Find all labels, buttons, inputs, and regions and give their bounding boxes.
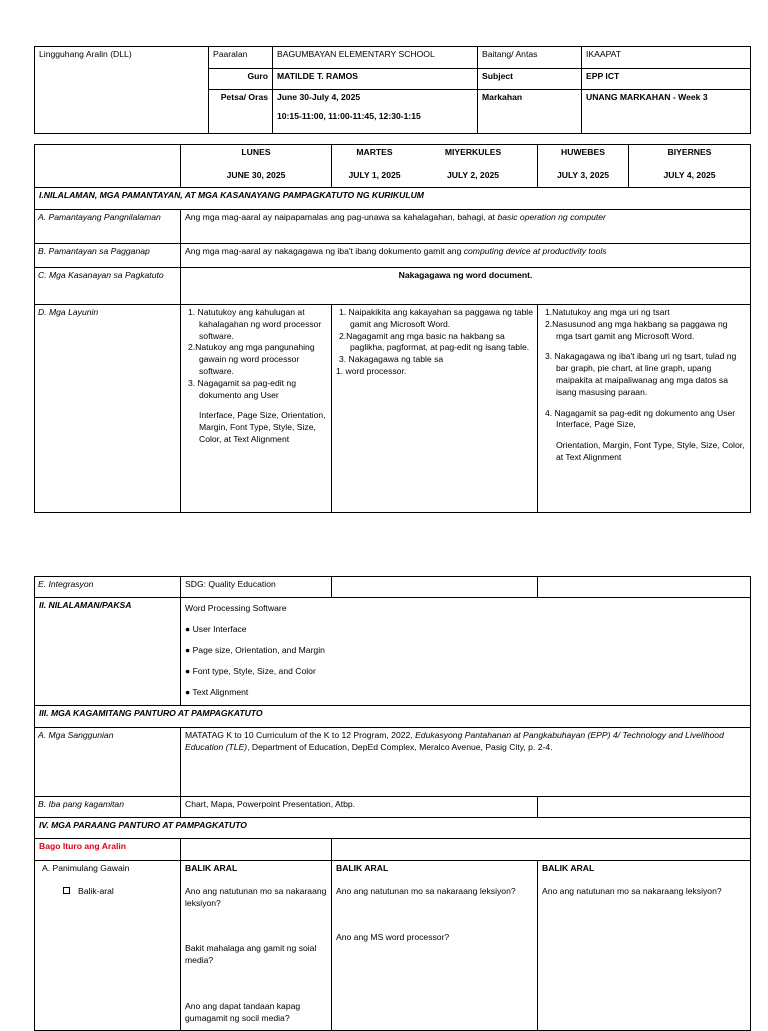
baitang-value: IKAAPAT <box>582 47 751 69</box>
layunin-item: 1. Natutukoy ang kahulugan at kahalagahan ng word processor software. <box>188 307 322 341</box>
balik-aral-col-1 <box>181 861 332 1031</box>
balik-aral-question: Ano ang dapat tandaan kapag gumagamit ng socil media? <box>185 1000 301 1023</box>
balik-aral-col-3 <box>538 861 751 1031</box>
pamantayang-text-main: Ang mga mag-aaral ay naipapamalas ang pag-unawa sa kahalagahan, bahagi, at <box>185 212 498 222</box>
bago-ituro-label: Bago Ituro ang Aralin <box>35 839 181 861</box>
guro-label: Guro <box>209 69 273 90</box>
section-2-title: II. NILALAMAN/PAKSA <box>35 598 181 706</box>
main-table-2 <box>34 576 751 1031</box>
balik-aral-question: Ano ang natutunan mo sa nakaraang leksiyon? <box>336 885 516 896</box>
section-3-title: III. MGA KAGAMITANG PANTURO AT PAMPAGKATUTO <box>35 706 751 728</box>
nilalaman-bullet: ● Text Alignment <box>185 687 249 697</box>
sanggunian-text-1: MATATAG K to 10 Curriculum of the K to 12 Program, 2022, <box>185 730 416 740</box>
balik-aral-heading: BALIK ARAL <box>185 863 238 873</box>
day-col-5 <box>629 145 751 188</box>
day-date: JULY 2, 2025 <box>446 169 500 180</box>
layunin-item: 2.Nasusunod ang mga hakbang sa paggawa ng mga tsart gamit ang Microsoft Word. <box>545 318 728 341</box>
kasanayan-label: C. Mga Kasanayan sa Pagkatuto <box>35 268 181 305</box>
layunin-item: Interface, Page Size, Orientation, Margin, Font Type, Style, Size, Color, at Text Alignment <box>199 410 326 444</box>
kasanayan-text: Nakagagawa ng word document. <box>181 268 751 305</box>
sanggunian-label: A. Mga Sanggunian <box>35 728 181 797</box>
petsa-cell <box>273 90 478 134</box>
subject-value: EPP ICT <box>582 69 751 90</box>
pagganap-text <box>181 244 751 268</box>
oras-value: 10:15-11:00, 11:00-11:45, 12:30-1:15 <box>277 110 421 121</box>
day-name: MARTES <box>356 147 393 157</box>
corner-cell <box>35 145 181 188</box>
kagamitan-text: Chart, Mapa, Powerpoint Presentation, Atbp. <box>181 797 538 818</box>
day-col-1 <box>181 145 332 188</box>
pamantayang-text <box>181 210 751 244</box>
balik-aral-col-2 <box>332 861 538 1031</box>
day-name: BIYERNES <box>667 147 712 157</box>
layunin-col-2 <box>332 305 538 513</box>
layunin-col-1 <box>181 305 332 513</box>
day-col-4 <box>538 145 629 188</box>
petsa-label: Petsa/ Oras <box>209 90 273 134</box>
day-date: JULY 4, 2025 <box>663 169 716 180</box>
layunin-label: D. Mga Layunin <box>35 305 181 513</box>
section-4-title: IV. MGA PARAANG PANTURO AT PAMPAGKATUTO <box>35 818 751 839</box>
layunin-item: 2.Nagagamit ang mga basic na hakbang sa paglikha, pagformat, at pag-edit ng isang table. <box>339 330 530 353</box>
empty-cell <box>538 797 751 818</box>
empty-cell <box>538 577 751 598</box>
day-name: HUWEBES <box>561 147 605 157</box>
sanggunian-text-2: Edukasyong Pantahanan at Pangkabuhayan (EPP) 4/ Technology and Livelihood Education (TLE) <box>185 730 724 752</box>
nilalaman-bullet: ● User Interface <box>185 624 247 634</box>
paaralan-label: Paaralan <box>209 47 273 69</box>
layunin-item: 3. Nagagamit sa pag-edit ng dokumento ang User <box>188 377 296 400</box>
layunin-item: 2.Natukoy ang mga pangunahing gawain ng word processor software. <box>188 342 315 376</box>
panimulang-gawain-label: A. Panimulang Gawain <box>42 863 130 873</box>
pamantayang-text-italic: basic operation ng computer <box>497 212 606 222</box>
dll-label: Lingguhang Aralin (DLL) <box>35 47 209 134</box>
layunin-item: 3. Nakagagawa ng table sa <box>339 354 444 365</box>
balik-aral-heading: BALIK ARAL <box>542 863 595 873</box>
main-table-1 <box>34 144 751 513</box>
layunin-item: 1. word processor. <box>336 365 407 376</box>
section-1-title: I.NILALAMAN, MGA PAMANTAYAN, AT MGA KASANAYANG PAMPAGKATUTO NG KURIKULUM <box>35 188 751 210</box>
layunin-item: 4. Nagagamit sa pag-edit ng dokumento ang User Interface, Page Size, <box>545 407 736 430</box>
layunin-item: 1.Natutukoy ang mga uri ng tsart <box>545 307 670 317</box>
kagamitan-label: B. Iba pang kagamitan <box>35 797 181 818</box>
baitang-label: Baitang/ Antas <box>478 47 582 69</box>
day-date: JULY 1, 2025 <box>348 169 401 180</box>
balik-aral-heading: BALIK ARAL <box>336 863 389 873</box>
balik-aral-question: Ano ang natutunan mo sa nakaraang leksiyon? <box>542 885 722 896</box>
pagganap-label: B. Pamantayan sa Pagganap <box>35 244 181 268</box>
petsa-value: June 30-July 4, 2025 <box>277 92 361 102</box>
layunin-col-3 <box>538 305 751 513</box>
sanggunian-text-3: , Department of Education, DepEd Complex, Meralco Avenue, Pasig City, p. 2-4. <box>247 741 553 752</box>
empty-cell <box>332 577 538 598</box>
guro-value: MATILDE T. RAMOS <box>273 69 478 90</box>
day-name: MIYERKULES <box>444 147 502 157</box>
nilalaman-topic: Word Processing Software <box>185 603 287 613</box>
balik-aral-sub-label: Balik-aral <box>78 885 114 896</box>
nilalaman-bullet: ● Page size, Orientation, and Margin <box>185 645 325 655</box>
pagganap-text-main: Ang mga mag-aaral ay nakagagawa ng iba't ibang dokumento gamit ang <box>185 246 464 256</box>
day-date: JUNE 30, 2025 <box>226 169 286 180</box>
layunin-item: 3. Nakagagawa ng iba't ibang uri ng tsart, tulad ng bar graph, pie chart, at line graph, upang maipakita at maipaliwanag ang mga datos sa isang masusing paraan. <box>545 351 737 397</box>
pamantayang-label: A. Pamantayang Pangnilalaman <box>35 210 181 244</box>
balik-aral-question: Bakit mahalaga ang gamit ng soial media? <box>185 943 317 966</box>
empty-cell <box>181 839 332 861</box>
pagganap-text-italic: computing device at productivity tools <box>463 246 607 256</box>
balik-aral-sub <box>39 886 176 898</box>
integrasyon-label: E. Integrasyon <box>35 577 181 598</box>
markahan-label: Markahan <box>478 90 582 134</box>
nilalaman-bullet: ● Font type, Style, Size, and Color <box>185 666 316 676</box>
header-table <box>34 46 751 134</box>
day-col-2 <box>332 145 538 188</box>
day-date: JULY 3, 2025 <box>556 169 610 180</box>
nilalaman-cell <box>181 598 751 706</box>
markahan-value: UNANG MARKAHAN - Week 3 <box>582 90 751 134</box>
panimulang-gawain-cell <box>35 861 181 1031</box>
layunin-item: Orientation, Margin, Font Type, Style, Size, Color, at Text Alignment <box>556 440 745 462</box>
empty-cell <box>332 839 751 861</box>
balik-aral-question: Ano ang MS word processor? <box>336 931 450 942</box>
day-name: LUNES <box>241 147 271 157</box>
paaralan-value: BAGUMBAYAN ELEMENTARY SCHOOL <box>273 47 478 69</box>
balik-aral-question: Ano ang natutunan mo sa nakaraang leksiyon? <box>185 885 327 908</box>
integrasyon-text: SDG: Quality Education <box>181 577 332 598</box>
sanggunian-text <box>181 728 751 797</box>
layunin-item: 1. Naipakikita ang kakayahan sa paggawa ng table gamit ang Microsoft Word. <box>339 307 533 329</box>
checkbox-icon <box>63 887 70 894</box>
subject-label: Subject <box>478 69 582 90</box>
